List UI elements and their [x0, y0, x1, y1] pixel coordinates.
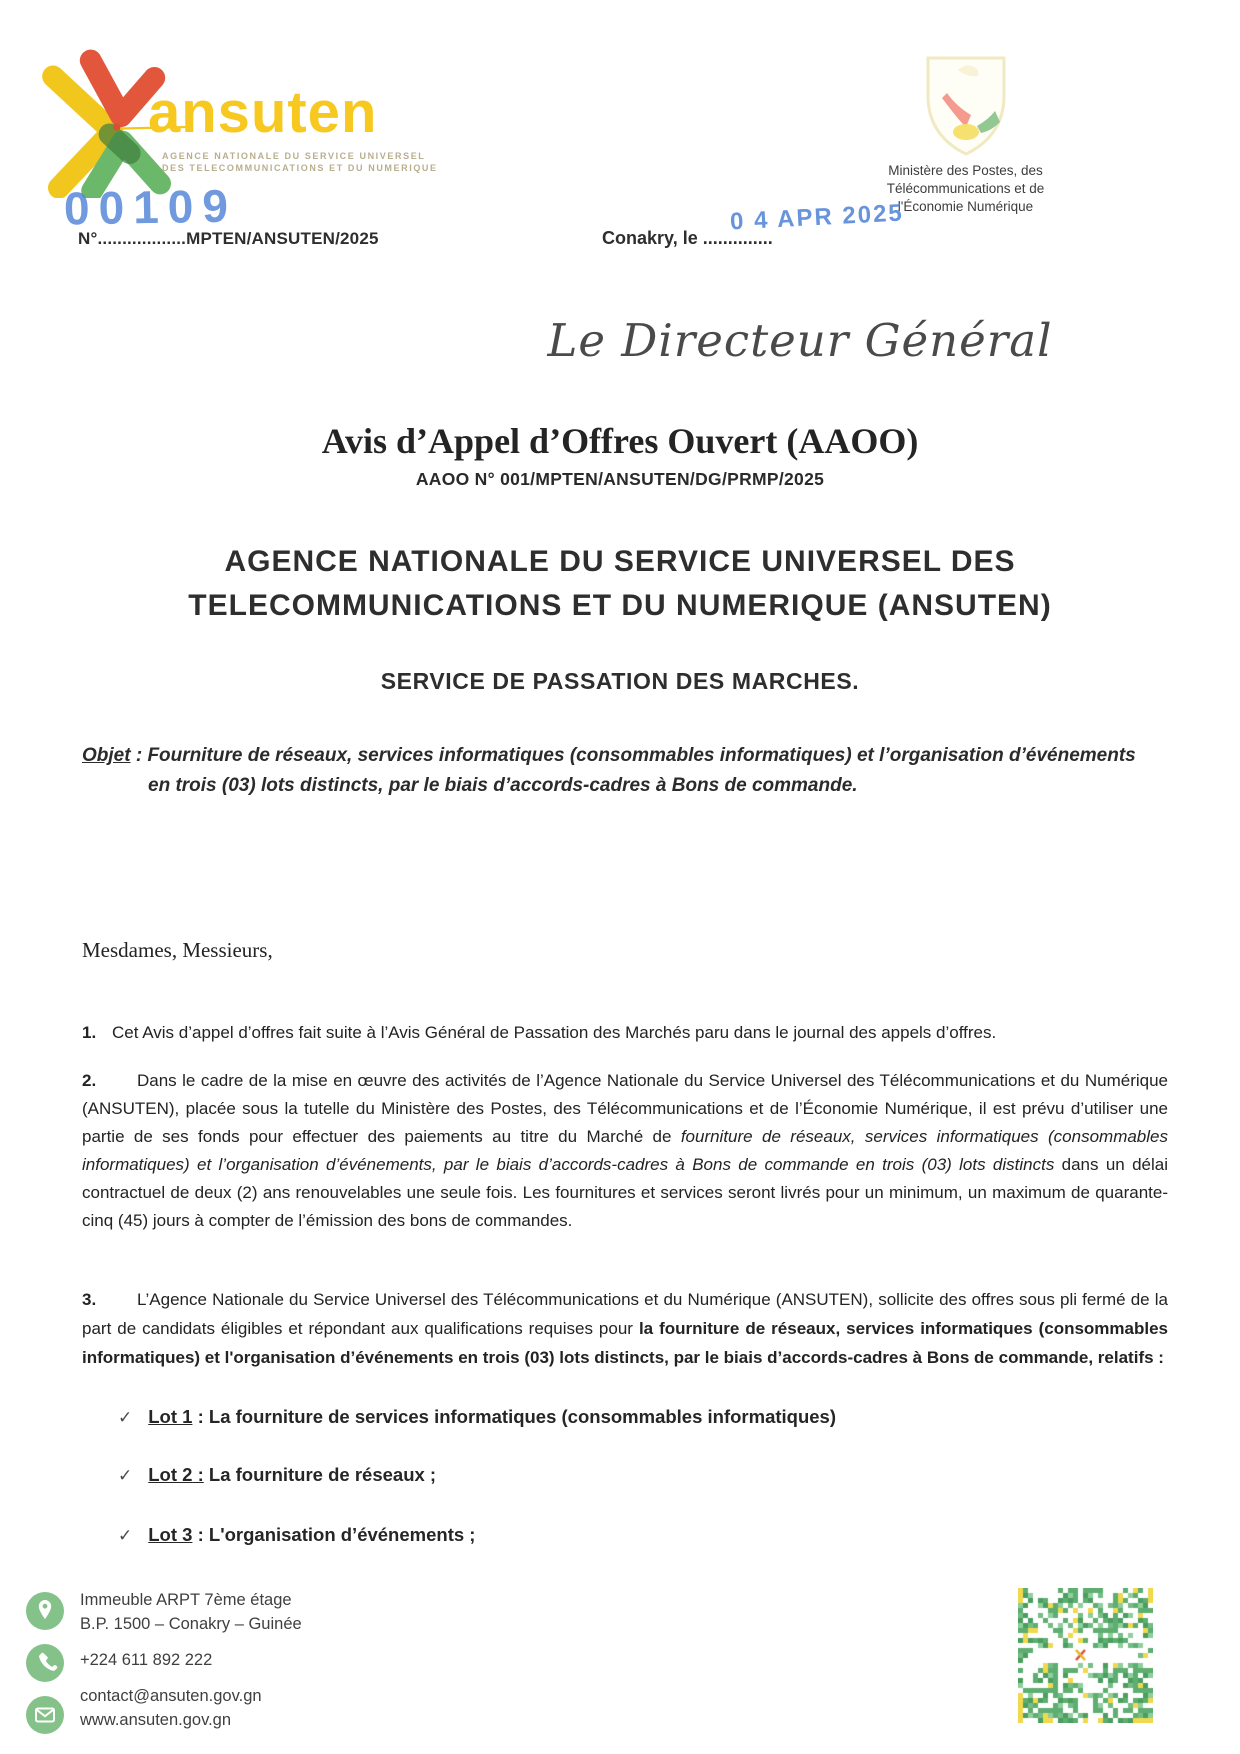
paragraph-2-text: Dans le cadre de la mise en œuvre des activités de l’Agence Nationale du Service Universel des Télécommunications et du Numérique (ANSUTEN), placée sous la tutelle du Ministère des Postes, des Télécommunications et de l’Économie Numérique, il est prévu d’utiliser une partie de ses fonds pour effectuer des paiements au titre du Marché de: [82, 1071, 1168, 1146]
coat-of-arms-icon: [920, 50, 1012, 162]
lot-3-label: Lot 3: [148, 1524, 193, 1545]
checkmark-icon: ✓: [118, 1466, 133, 1485]
script-heading-directeur-general: Le Directeur Général: [547, 314, 1053, 367]
document-title: Avis d’Appel d’Offres Ouvert (AAOO): [321, 421, 919, 461]
checkmark-icon: ✓: [118, 1408, 133, 1427]
objet-text: Fourniture de réseaux, services informatiques (consommables informatiques) et l’organisation d’événements en trois (03) lots distincts, par le biais d’accords-cadres à Bons de commande.: [147, 745, 1136, 796]
lot-2-label: Lot 2 :: [148, 1464, 204, 1485]
ministry-line1: Ministère des Postes, des: [888, 163, 1043, 178]
paragraph-1-number: 1.: [82, 1023, 97, 1042]
brand-tagline-line1: AGENCE NATIONALE DU SERVICE UNIVERSEL: [162, 151, 426, 161]
footer-address: [80, 1588, 302, 1636]
brand-wordmark: ansuten: [148, 80, 378, 145]
ministry-line2: Télécommunications et de: [886, 181, 1045, 196]
brand-tagline: [162, 150, 438, 174]
brand-tagline-line2: DES TELECOMMUNICATIONS ET DU NUMERIQUE: [162, 163, 438, 173]
footer-phone: +224 611 892 222: [80, 1651, 213, 1669]
lot-3-text: L'organisation d’événements ;: [208, 1524, 476, 1545]
lot-item-2: [118, 1464, 436, 1486]
objet-label: Objet: [82, 745, 131, 766]
paragraph-1: [82, 1019, 1168, 1047]
footer-email: contact@ansuten.gov.gn: [80, 1687, 262, 1705]
footer-address-line2: B.P. 1500 – Conakry – Guinée: [80, 1615, 302, 1633]
ministry-line3: l'Économie Numérique: [897, 199, 1034, 214]
footer-email-web: [80, 1684, 262, 1732]
agency-heading-line1: AGENCE NATIONALE DU SERVICE UNIVERSEL DES: [224, 545, 1016, 578]
date-stamp: 0 4 APR 2025: [729, 199, 905, 236]
paragraph-1-text: Cet Avis d’appel d’offres fait suite à l’Avis Général de Passation des Marchés paru dans le journal des appels d’offres.: [112, 1023, 997, 1042]
lot-item-3: [118, 1524, 475, 1546]
paragraph-3: [82, 1285, 1168, 1372]
paragraph-2-text-after: dans un délai contractuel de deux (2) ans renouvelables une seule fois. Les fournitures et services seront livrés pour un minimum, un maximum de quarante-cinq (45) jours à compter de l’émission des bons de commandes.: [82, 1155, 1168, 1230]
lot-1-separator: :: [192, 1406, 209, 1427]
paragraph-3-number: 3.: [82, 1290, 97, 1309]
footer-address-line1: Immeuble ARPT 7ème étage: [80, 1591, 292, 1609]
paragraph-2: [82, 1067, 1168, 1235]
lot-2-text: La fourniture de réseaux ;: [208, 1464, 437, 1485]
salutation: Mesdames, Messieurs,: [82, 938, 273, 962]
checkmark-icon: ✓: [118, 1526, 133, 1545]
lot-1-label: Lot 1: [148, 1406, 193, 1427]
reference-number-line: N°..................MPTEN/ANSUTEN/2025: [78, 229, 379, 248]
email-icon: [26, 1696, 64, 1734]
objet-separator: :: [130, 745, 148, 766]
lot-item-1: [118, 1406, 836, 1428]
document-title-reference: AAOO N° 001/MPTEN/ANSUTEN/DG/PRMP/2025: [415, 469, 825, 489]
paragraph-2-italic-segment: fourniture de réseaux, services informatiques (consommables informatiques) et l’organisation d’événements, par le biais d’accords-cadres à Bons de commande en trois (03) lots distincts: [82, 1127, 1168, 1174]
qr-code: [1018, 1588, 1153, 1723]
paragraph-2-number: 2.: [82, 1071, 97, 1090]
agency-heading: [0, 540, 1240, 628]
service-heading: SERVICE DE PASSATION DES MARCHES.: [380, 668, 860, 694]
objet-block: [82, 741, 1148, 801]
footer-website: www.ansuten.gov.gn: [80, 1711, 232, 1729]
location-pin-icon: [26, 1592, 64, 1630]
paragraph-3-text: L’Agence Nationale du Service Universel des Télécommunications et du Numérique (ANSUTEN), sollicite des offres sous pli fermé de la part de candidats éligibles et répondant aux qualifications requises pour: [82, 1290, 1168, 1338]
phone-icon: [26, 1644, 64, 1682]
lot-3-separator: :: [192, 1524, 209, 1545]
registration-stamp-number: 00109: [63, 179, 238, 235]
lot-1-text: La fourniture de services informatiques (consommables informatiques): [208, 1406, 836, 1427]
dateline: Conakry, le ..............: [602, 228, 773, 248]
agency-heading-line2: TELECOMMUNICATIONS ET DU NUMERIQUE (ANSUTEN): [188, 589, 1052, 622]
paragraph-3-bold-segment: la fourniture de réseaux, services informatiques (consommables informatiques) et l'organisation d’événements en trois (03) lots distincts, par le biais d’accords-cadres à Bons de commande, relatifs :: [82, 1319, 1168, 1367]
